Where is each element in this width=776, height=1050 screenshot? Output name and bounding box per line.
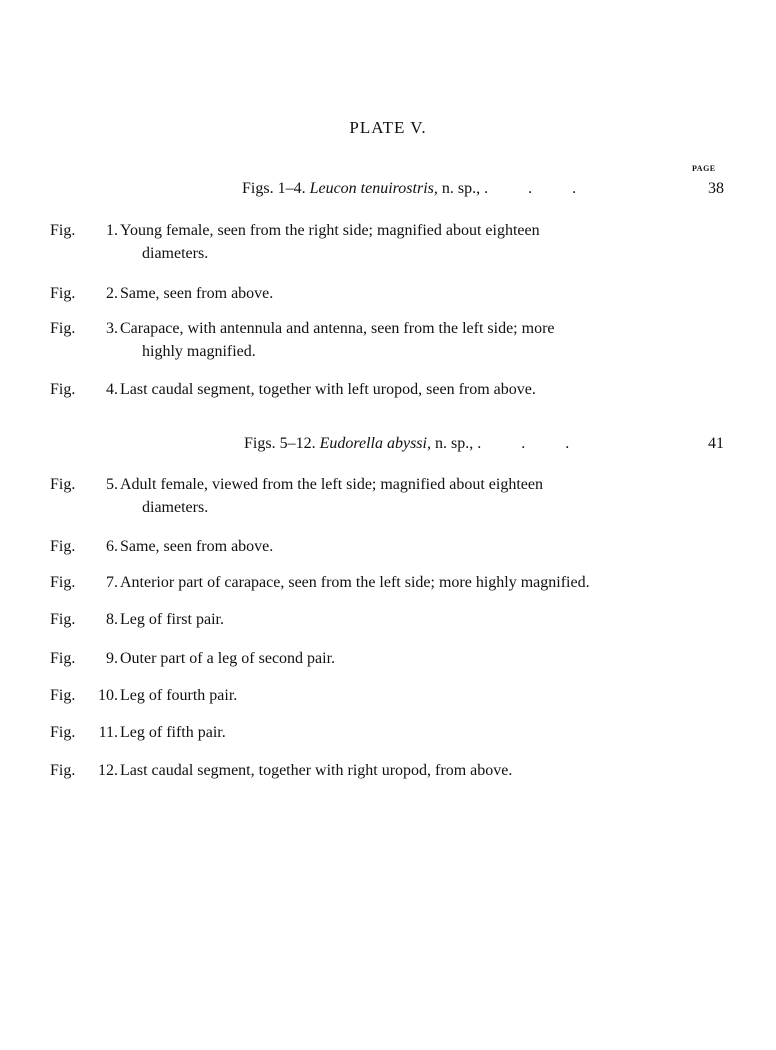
figure-entry [50, 473, 680, 519]
group-heading [242, 180, 576, 198]
figure-entry [50, 317, 680, 363]
figure-label: Fig. [50, 724, 76, 741]
figure-caption: Leg of fourth pair. [120, 687, 238, 704]
figure-caption: Last caudal segment, together with left uropod, seen from above. [120, 381, 536, 398]
figure-entry [50, 647, 680, 670]
group-figs-range: Figs. 1–4. [242, 180, 306, 197]
figure-caption: Anterior part of carapace, seen from the left side; more highly magnified. [120, 574, 590, 591]
figure-entry [50, 759, 680, 782]
figure-number: 4. [106, 381, 118, 398]
figure-caption: Outer part of a leg of second pair. [120, 650, 336, 667]
figure-caption: Same, seen from above. [120, 285, 274, 302]
figure-label: Fig. [50, 320, 76, 337]
figure-entry [50, 282, 680, 305]
leader-dots: . . . [477, 435, 570, 452]
figure-label: Fig. [50, 222, 76, 239]
figure-label: Fig. [50, 538, 76, 555]
species-suffix: n. sp., [434, 435, 474, 452]
figure-entry [50, 535, 680, 558]
figure-label: Fig. [50, 611, 76, 628]
figure-label: Fig. [50, 650, 76, 667]
group-page-number: 38 [708, 180, 724, 197]
figure-number: 3. [106, 320, 118, 337]
group-page-number: 41 [708, 435, 724, 452]
figure-caption-continued: highly magnified. [142, 343, 256, 360]
figure-number: 9. [106, 650, 118, 667]
figure-number: 8. [106, 611, 118, 628]
figure-caption: Last caudal segment, together with right uropod, from above. [120, 762, 513, 779]
figure-entry [50, 721, 680, 744]
figure-entry [50, 608, 680, 631]
figure-caption-continued: diameters. [142, 245, 209, 262]
figure-caption-continued: diameters. [142, 499, 209, 516]
figure-number: 2. [106, 285, 118, 302]
figure-label: Fig. [50, 687, 76, 704]
page-column-label: PAGE [692, 164, 716, 173]
figure-entry [50, 571, 680, 594]
figure-entry [50, 684, 680, 707]
species-suffix: n. sp., [441, 180, 481, 197]
leader-dots: . . . [484, 180, 577, 197]
figure-label: Fig. [50, 381, 76, 398]
figure-number: 11. [98, 724, 118, 741]
figure-label: Fig. [50, 574, 76, 591]
figure-label: Fig. [50, 285, 76, 302]
figure-entry [50, 378, 680, 401]
species-name: Eudorella abyssi, [319, 435, 431, 452]
figure-label: Fig. [50, 476, 76, 493]
figure-caption: Leg of first pair. [120, 611, 224, 628]
figure-number: 1. [106, 222, 118, 239]
figure-number: 5. [106, 476, 118, 493]
figure-caption: Young female, seen from the right side; magnified about eighteen [120, 222, 540, 239]
figure-number: 10. [98, 687, 118, 704]
figure-number: 12. [98, 762, 118, 779]
figure-label: Fig. [50, 762, 76, 779]
group-figs-range: Figs. 5–12. [244, 435, 316, 452]
figure-caption: Leg of fifth pair. [120, 724, 226, 741]
figure-number: 6. [106, 538, 118, 555]
figure-caption: Carapace, with antennula and antenna, seen from the left side; more [120, 320, 555, 337]
figure-number: 7. [106, 574, 118, 591]
group-heading [244, 435, 569, 453]
figure-entry [50, 219, 680, 265]
plate-title: PLATE V. [349, 118, 427, 137]
species-name: Leucon tenuirostris, [309, 180, 438, 197]
figure-caption: Same, seen from above. [120, 538, 274, 555]
figure-caption: Adult female, viewed from the left side; magnified about eighteen [120, 476, 543, 493]
